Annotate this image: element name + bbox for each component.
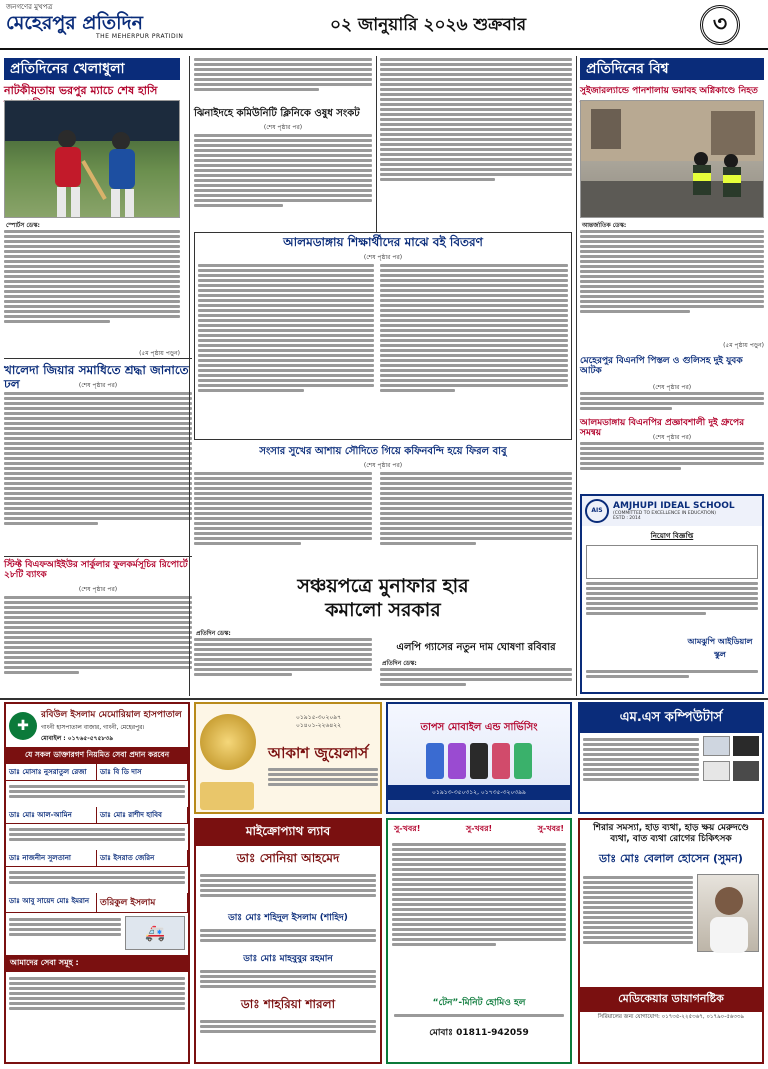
khaleda-headline: খালেদা জিয়ার সমাধিতে শ্রদ্ধা জানাতে ঢল <box>4 363 189 391</box>
world-photo <box>580 100 764 218</box>
sanchay-headline-line1: সঞ্চয়পত্রে মুনাফার হার <box>297 575 469 597</box>
computers-name: এম.এস কম্পিউটার্স <box>580 704 762 733</box>
microlab-ad <box>194 818 382 1064</box>
sangsar-headline: সংসার সুখের আশায় সৌদিতে গিয়ে কফিনবন্দি হয়ে ফিরল বাবু <box>259 446 507 457</box>
ambulance-icon: 🚑 <box>125 916 185 950</box>
diagnostic-ad <box>578 818 764 1064</box>
mobile-shop-phone: ০১৯১৩-৩৫০৩১২, ০১৭৩৫-৩২০৩৯৯ <box>388 785 570 800</box>
hospital-services-title: আমাদের সেবা সমূহ : <box>6 955 188 972</box>
hospital-doctor: ডাঃ ইসরাত জেরিন <box>97 850 188 866</box>
diagnostic-center-name: মেডিকেয়ার ডায়াগনষ্টিক <box>580 987 762 1012</box>
sangsar-body-right <box>380 470 572 570</box>
column-rule <box>576 56 577 696</box>
khaleda-body <box>4 390 192 550</box>
good-news-label: সু-খবর! <box>394 824 421 833</box>
school-notice-title: নিয়োগ বিজ্ঞপ্তি <box>650 532 694 540</box>
sangsar-continued: (শেষ পৃষ্ঠার পর) <box>363 462 403 469</box>
tagline: জনগণের মুখপত্র <box>6 3 53 11</box>
middle-right-body <box>380 56 572 228</box>
attack-body <box>580 390 764 416</box>
diagnostic-headline: শিরার সমস্যা, হাড় ব্যথা, হাড় ক্ষয় মেরুদণ্ডে ব্যথা, বাত ব্যথা রোগের চিকিৎসক <box>593 823 749 844</box>
school-name: AMJHUPI IDEAL SCHOOL <box>613 501 735 511</box>
ad-section-divider <box>0 698 768 700</box>
alamdanga-headline: আলমডাঙ্গায় শিক্ষার্থীদের মাঝে বই বিতরণ <box>283 235 483 249</box>
hospital-ad <box>4 702 190 1064</box>
world-headline: সুইজারল্যান্ডে পানশালায় ভয়াবহ অগ্নিকাণ্ডে নিহত <box>580 86 758 96</box>
microlab-doctor: ডাঃ মোঃ শহিদুল ইসলাম (শাহিদ) <box>228 913 348 923</box>
hospital-doctor: ডাঃ মোসাঃ নুসরাতুল রেজা <box>6 764 97 780</box>
hospital-doctor: তরিকুল ইসলাম <box>97 893 188 912</box>
world-section-title: প্রতিদিনের বিশ্ব <box>580 58 764 80</box>
masthead <box>0 0 768 50</box>
diagnostic-phone: সিরিয়ালের জন্য যোগাযোগ: ০১৭৩৫-২২৫৩৬৭, ০১৭৯০-৫৬৩৩৯ <box>597 1014 745 1020</box>
page-number: ৩ <box>700 5 740 45</box>
notice-signature-block <box>586 668 758 686</box>
necklace-image <box>200 782 254 810</box>
world-dateline: আন্তর্জাতিক ডেস্ক: <box>582 222 627 229</box>
sports-photo <box>4 100 180 218</box>
sangsar-body-left <box>194 470 372 570</box>
good-news-label: সু-খবর! <box>537 824 564 833</box>
homeo-ad <box>386 818 572 1064</box>
jhinaidah-continued: (শেষ পৃষ্ঠার পর) <box>263 124 303 131</box>
computer-products-image <box>703 736 759 783</box>
mobile-shop-ad <box>386 702 572 814</box>
alamdanga-body-right <box>380 262 568 436</box>
microlab-doctor: ডাঃ মোঃ মাহবুবুর রহমান <box>243 954 333 964</box>
sports-continued: (৫ম পৃষ্ঠায় পড়ুন) <box>139 350 180 357</box>
sports-section-title: প্রতিদিনের খেলাধুলা <box>4 58 180 80</box>
school-logo-icon: AIS <box>585 499 609 523</box>
hospital-address: গাংনী হাসপাতাল বাজার, গাংনী, মেহেরপুর। <box>41 724 145 731</box>
hospital-banner: যে সকল ডাক্তারগণ নিয়মিত সেবা প্রদান করবেন <box>6 748 188 764</box>
notice-table <box>586 545 758 579</box>
microlab-doctor: ডাঃ সোনিয়া আহমেদ <box>236 851 340 865</box>
bnp-body <box>580 440 764 490</box>
middle-top-body <box>194 56 372 104</box>
jewellers-phone-2: ০১৪০১-২২৬৪২২ <box>296 722 342 729</box>
cricket-players-image <box>5 101 180 218</box>
lpg-byline: প্রতিদিন ডেস্ক: <box>382 660 417 667</box>
hospital-doctor: ডাঃ আবু সায়েদ মোঃ ইমরান <box>6 893 97 912</box>
attack-continued: (শেষ পৃষ্ঠার পর) <box>652 384 692 391</box>
divider <box>4 556 192 557</box>
hospital-name: রবিউল ইসলাম মেমোরিয়াল হাসপাতাল <box>41 710 182 720</box>
hospital-phone: মোবাইল : ০১৭৬৫-৫৭৫৮৩৯ <box>41 735 114 742</box>
world-body <box>580 228 764 338</box>
alamdanga-continued: (শেষ পৃষ্ঠার পর) <box>363 254 403 261</box>
sanchay-body <box>194 636 372 694</box>
column-rule <box>376 56 377 232</box>
bnp-continued: (শেষ পৃষ্ঠার পর) <box>652 434 692 441</box>
homeo-phone: মোবাঃ 01811-942059 <box>429 1028 529 1038</box>
swiss-street-image <box>581 101 764 218</box>
khaleda-continued: (শেষ পৃষ্ঠার পর) <box>78 382 118 389</box>
jewellers-name: আকাশ জুয়েলার্স <box>268 744 369 762</box>
school-estd: ESTD : 2014 <box>613 516 641 521</box>
sanchay-byline: প্রতিদিন ডেস্ক: <box>196 630 231 637</box>
bank-continued: (শেষ পৃষ্ঠার পর) <box>78 586 118 593</box>
diagnostic-doctor: ডাঃ মোঃ বেলাল হোসেন (সুমন) <box>599 852 743 865</box>
jhinaidah-body <box>194 132 372 230</box>
hospital-doctor: ডাঃ মোঃ আল-আমিন <box>6 807 97 823</box>
attack-headline: মেহেরপুর বিএনপি পিস্তল ও গুলিসহ দুই যুবক আটক <box>580 356 743 377</box>
newspaper-name-english: THE MEHERPUR PRATIDIN <box>96 33 184 40</box>
bank-headline: স্টিফ্ট বিএফআইইউর সার্কুলার ফুলকর্মসূচির রিপোর্টে ২৮টি ব্যাংক <box>4 560 188 581</box>
school-notice-ad <box>580 494 764 694</box>
world-continued: (৫ম পৃষ্ঠায় পড়ুন) <box>723 342 764 349</box>
jewellers-phone-1: ০১৯১৫-৩০২০৯৭ <box>296 714 342 721</box>
divider <box>4 358 192 359</box>
jhinaidah-headline: ঝিনাইদহে কমিউনিটি ক্লিনিকে ওষুধ সংকট <box>194 108 360 119</box>
mobile-shop-name: তাপস মোবাইল এন্ড সার্ভিসিং <box>420 722 538 733</box>
lpg-headline: এলপি গ্যাসের নতুন দাম ঘোষণা রবিবার <box>396 642 556 653</box>
hospital-doctor: ডাঃ মোঃ রাশীদ হাবিব <box>97 807 188 823</box>
lpg-body <box>380 666 572 694</box>
jewellery-image <box>200 714 256 770</box>
sports-dateline: স্পোর্টস ডেস্ক: <box>6 222 40 229</box>
microlab-name: মাইক্রোপ্যাথ ল্যাব <box>196 820 380 846</box>
newspaper-name: মেহেরপুর প্রতিদিন <box>6 12 143 34</box>
hospital-logo-icon: ✚ <box>9 712 37 740</box>
doctor-photo <box>697 874 759 952</box>
school-name-bengali: আমঝুপি আইডিয়াল স্কুল <box>687 637 753 659</box>
good-news-label: সু-খবর! <box>465 824 493 833</box>
sanchay-headline-line2: কমালো সরকার <box>325 599 441 621</box>
homeo-name: “টেন”-মিনিট হোমিও হল <box>432 998 526 1008</box>
alamdanga-body-left <box>198 262 374 436</box>
issue-date: ০২ জানুয়ারি ২০২৬ শুক্রবার <box>330 15 527 35</box>
hospital-doctor: ডাঃ বি ডি দাস <box>97 764 188 780</box>
school-motto: (COMMITTED TO EXCELLENCE IN EDUCATION) <box>613 511 716 516</box>
sports-headline: নাটকীয়তায় ভরপুর ম্যাচে শেষ হাসি <box>4 84 158 97</box>
bank-body <box>4 594 192 694</box>
bnp-headline: আলমডাঙ্গায় বিএনপির প্রজ্ঞাবশালী দুই গ্রুপের সমন্বয় <box>580 418 745 439</box>
microlab-doctor: ডাঃ শাহরিয়া শারলা <box>240 997 336 1011</box>
computers-ad <box>578 702 764 814</box>
sports-body <box>4 228 180 346</box>
hospital-doctor: ডাঃ নাজনীন সুলতানা <box>6 850 97 866</box>
phones-image <box>388 743 570 779</box>
column-rule <box>189 56 190 696</box>
jewellers-ad <box>194 702 382 814</box>
